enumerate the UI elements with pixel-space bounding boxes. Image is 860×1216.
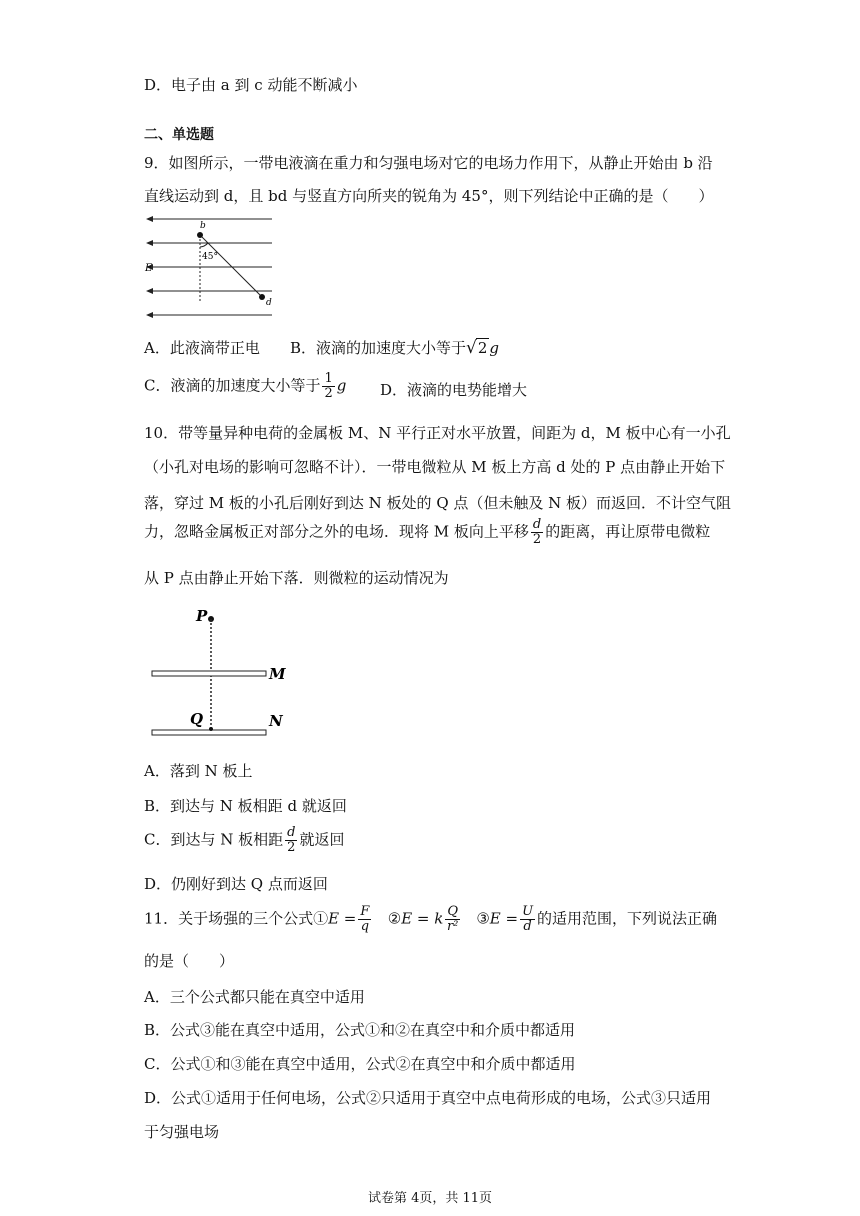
q10-option-d: D．仍刚好到达 Q 点而返回 [144, 875, 328, 893]
point-d [259, 294, 265, 300]
q9-stem-line2: 直线运动到 d，且 bd 与竖直方向所夹的锐角为 45°，则下列结论中正确的是（ ） [144, 187, 714, 205]
q9-option-a: A．此液滴带正电 [144, 339, 260, 357]
angle-arc [200, 243, 208, 247]
q9-option-c: C．液滴的加速度大小等于 $\frac{1}{2}$ g [144, 371, 347, 401]
q9-stem-line1: 9．如图所示，一带电液滴在重力和匀强电场对它的电场力作用下，从静止开始由 b 沿 [144, 154, 713, 172]
q9-figure [144, 213, 276, 323]
q10-stem-line2: （小孔对电场的影响可忽略不计）．一带电微粒从 M 板上方高 d 处的 P 点由静止开始下 [144, 458, 726, 476]
q11-option-d-line1: D．公式①适用于任何电场，公式②只适用于真空中点电荷形成的电场，公式③只适用 [144, 1089, 712, 1107]
q11-option-d-line2: 于匀强电场 [144, 1123, 220, 1141]
q10-stem-line5: 从 P 点由静止开始下落．则微粒的运动情况为 [144, 569, 449, 587]
label-E: E [145, 263, 153, 274]
label-b: b [200, 221, 206, 231]
label-Q: Q [190, 710, 204, 728]
q10-stem-line4: 力，忽略金属板正对部分之外的电场．现将 M 板向上平移 $\frac{d}{2}$ 的距离，再让原带电微粒 [144, 517, 711, 547]
q11-stem-line2: 的是（ ） [144, 952, 235, 970]
label-N: N [269, 712, 283, 730]
q10-option-c: C．到达与 N 板相距 $\frac{d}{2}$ 就返回 [144, 825, 345, 855]
label-M: M [269, 665, 286, 683]
q11-option-a: A．三个公式都只能在真空中适用 [144, 988, 365, 1006]
plate-M [152, 671, 266, 676]
q11-option-c: C．公式①和③能在真空中适用，公式②在真空中和介质中都适用 [144, 1055, 576, 1073]
page-footer: 试卷第 4页，共 11页 [367, 1191, 493, 1206]
q10-figure [148, 605, 296, 741]
q11-option-b: B．公式③能在真空中适用，公式①和②在真空中和介质中都适用 [144, 1021, 576, 1039]
plate-N [152, 730, 266, 735]
q11-stem-line1: 11．关于场强的三个公式①E = $\frac{F}{q}$ ②E = k $\frac{Q}{\text{r²}}$ ③E = $\frac{U}{d}$ 的适用范围，下列说法正确 [144, 904, 718, 934]
q10-stem-line1: 10．带等量异种电荷的金属板 M、N 平行正对水平放置，间距为 d，M 板中心有一小孔 [144, 424, 731, 442]
label-angle: 45° [202, 252, 218, 262]
path-bd [200, 235, 262, 297]
q10-option-b: B．到达与 N 板相距 d 就返回 [144, 797, 347, 815]
q9-option-b: B．液滴的加速度大小等于√2 g [290, 338, 500, 358]
q9-option-d: D．液滴的电势能增大 [380, 381, 528, 399]
q10-option-a: A．落到 N 板上 [144, 762, 253, 780]
label-P: P [196, 607, 208, 625]
point-Q [209, 727, 213, 731]
section-title: 二、单选题 [144, 127, 214, 143]
q8-option-d: D．电子由 a 到 c 动能不断减小 [144, 76, 358, 94]
point-b [197, 232, 203, 238]
q10-stem-line3: 落，穿过 M 板的小孔后刚好到达 N 板处的 Q 点（但未触及 N 板）而返回．不计空气阻 [144, 494, 732, 512]
label-d: d [266, 298, 272, 308]
